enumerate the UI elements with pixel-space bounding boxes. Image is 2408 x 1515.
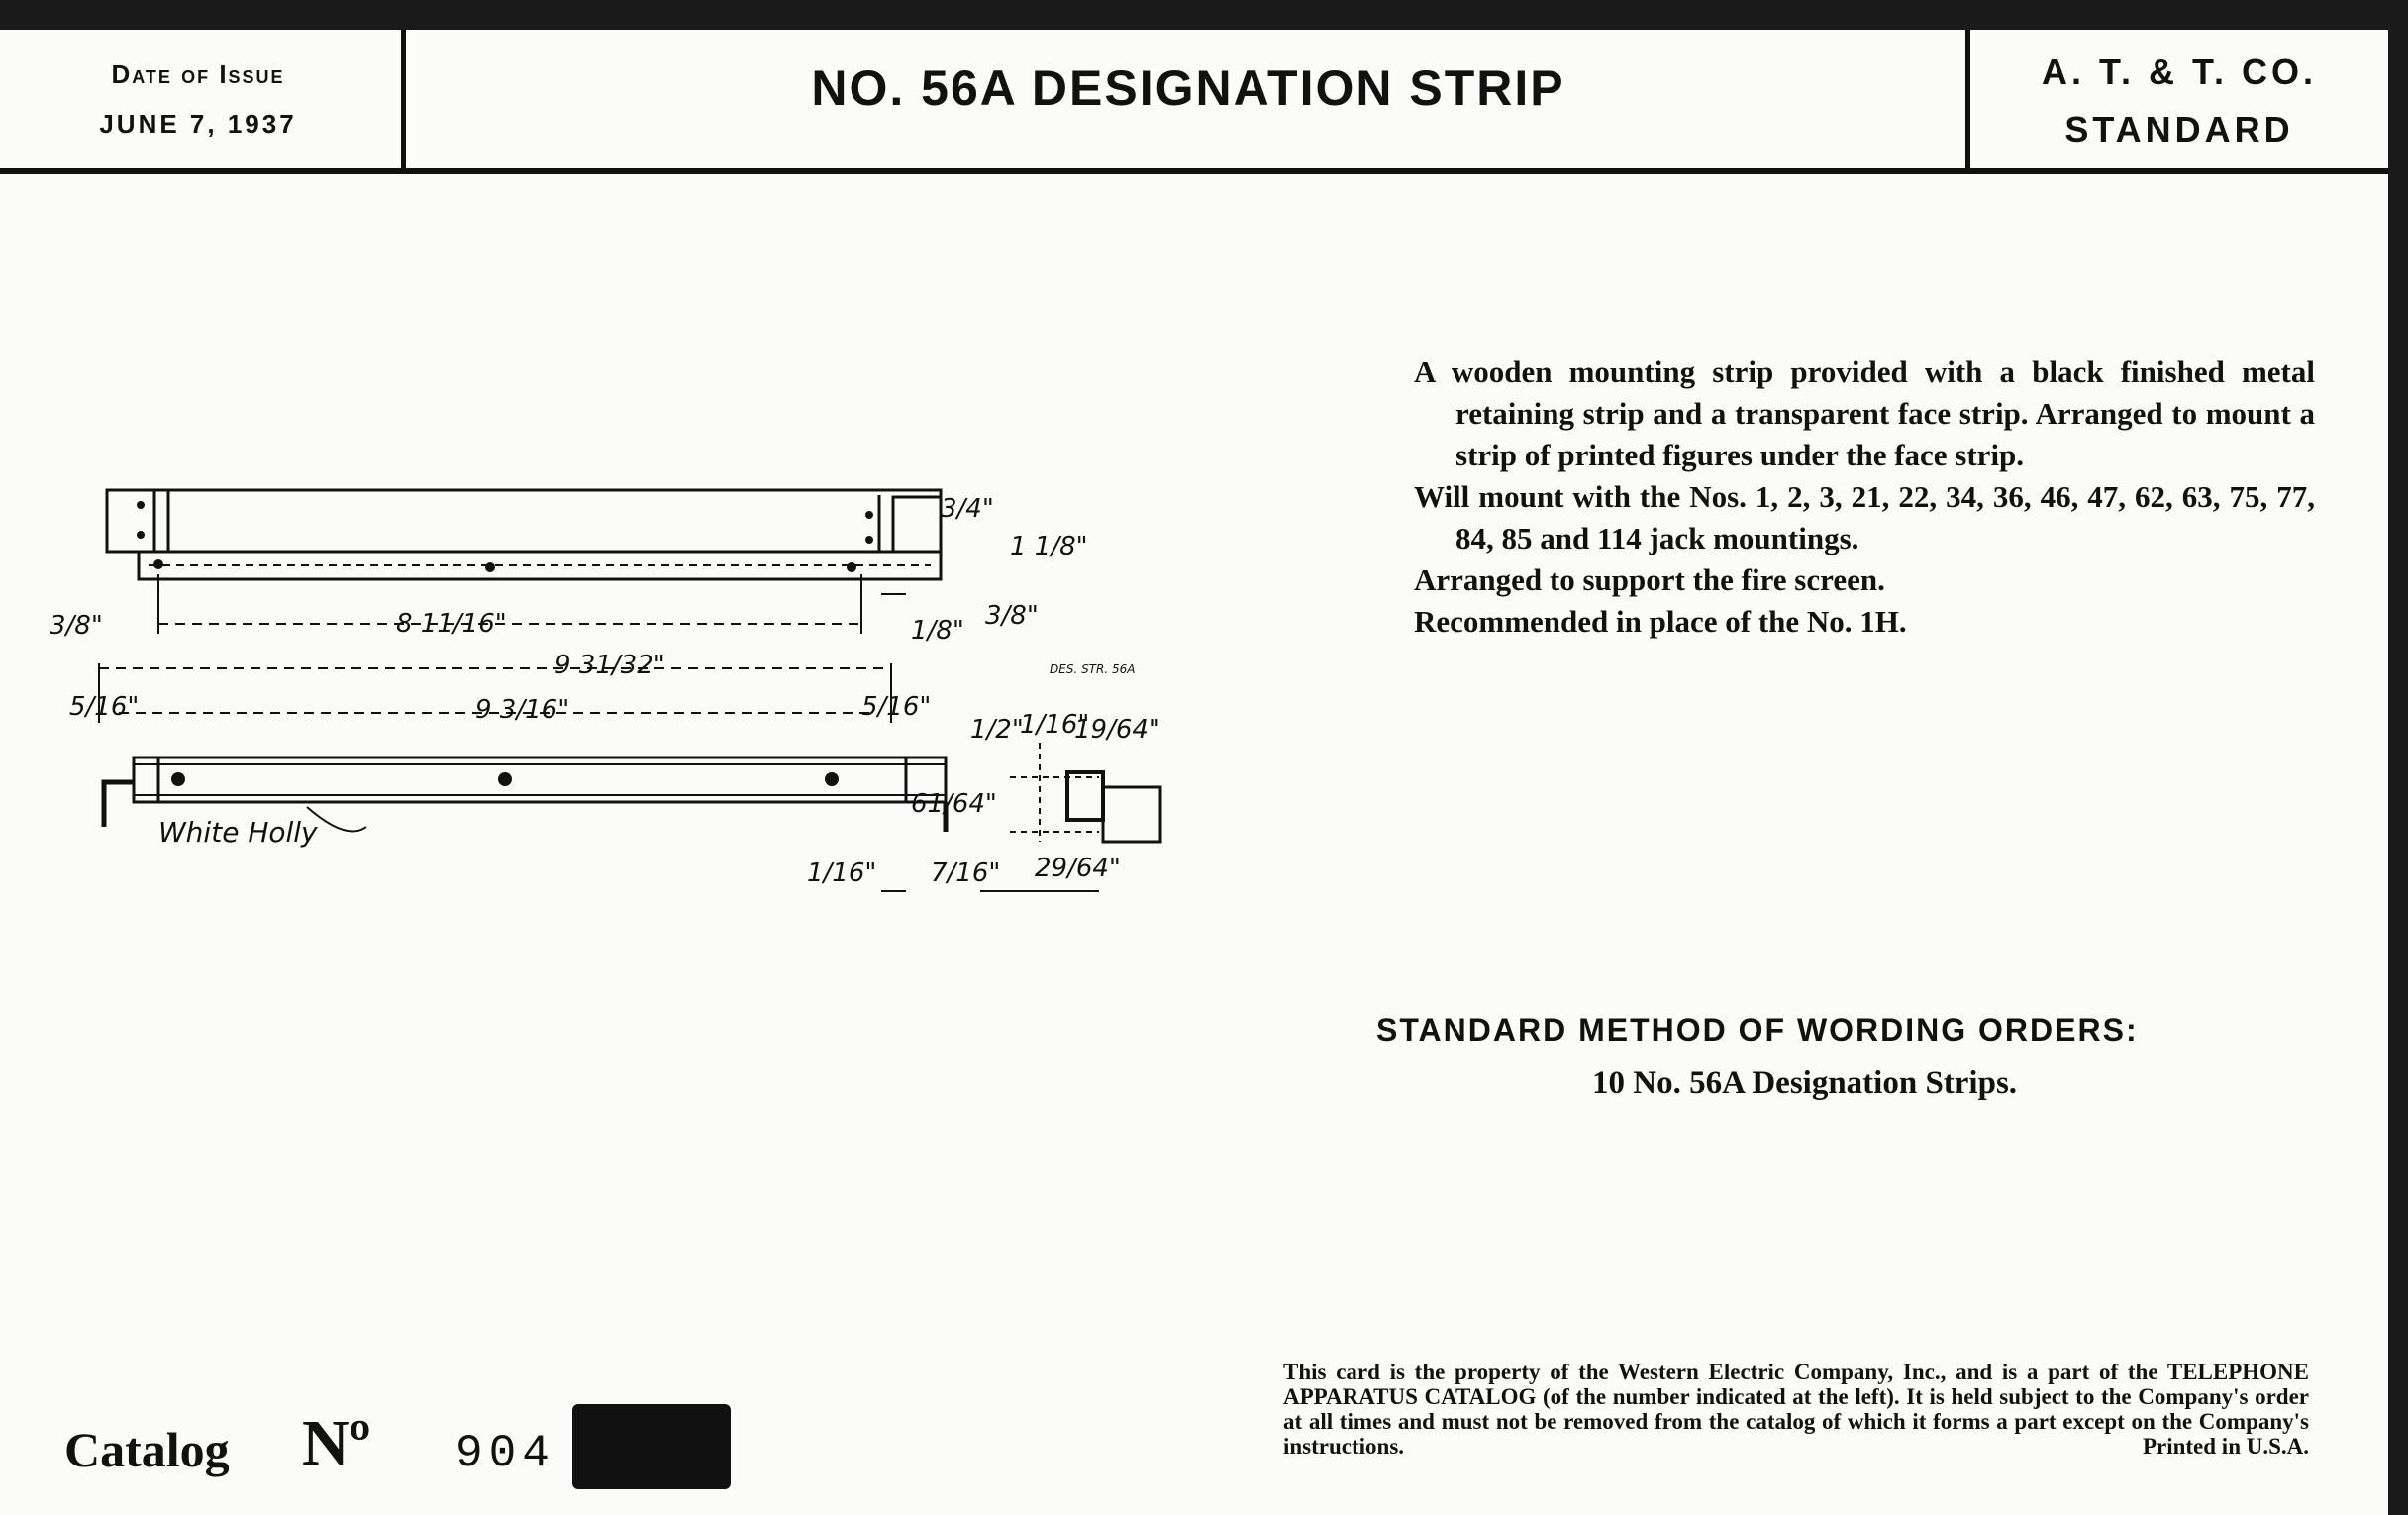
title-cell <box>406 30 1970 168</box>
printed-in: Printed in U.S.A. <box>2142 1434 2309 1459</box>
description-paragraph: Arranged to support the fire screen. <box>1414 562 1885 597</box>
dim-5-16-left: 5/16" <box>69 692 140 722</box>
dim-61-64: 61/64" <box>911 789 997 819</box>
company-standard-line1: A. T. & T. CO. <box>2041 51 2317 92</box>
dim-1-16-top: 1/16" <box>1020 710 1090 740</box>
dim-3-8-right: 3/8" <box>985 601 1039 631</box>
date-of-issue: JUNE 7, 1937 <box>99 109 297 139</box>
dim-9-3-16: 9 3/16" <box>475 695 570 725</box>
dim-1-16-bottom: 1/16" <box>807 858 877 888</box>
dim-1-8: 1/8" <box>911 616 964 646</box>
description-paragraph: Will mount with the Nos. 1, 2, 3, 21, 22, 34, 36, 46, 47, 62, 63, 75, 77, 84, 85 and 114 jack mountings. <box>1414 479 2315 556</box>
dim-3-4: 3/4" <box>941 494 994 524</box>
issue-date-cell <box>0 30 406 168</box>
dim-3-8-left: 3/8" <box>50 611 103 641</box>
dim-8-11-16: 8 11/16" <box>396 609 507 639</box>
strip-top-view <box>107 490 941 552</box>
catalog-number-symbol: Nº <box>302 1407 371 1479</box>
technical-drawing <box>50 426 1198 941</box>
redaction-block <box>572 1404 731 1489</box>
property-notice <box>1283 1360 2309 1459</box>
notice-text: This card is the property of the Western Electric Company, Inc., and is a part of the TELEPHONE APPARATUS CATALOG (of the number indicated at the left). It is held subject to the Company's order at all times and must not be removed from the catalog of which it forms a part except on the Company's instructions. <box>1283 1360 2309 1459</box>
dim-1-1-8: 1 1/8" <box>1010 532 1088 561</box>
right-end-bracket <box>893 497 941 552</box>
dim-7-16: 7/16" <box>931 858 1001 888</box>
dim-29-64: 29/64" <box>1035 854 1121 883</box>
description <box>1414 352 2315 643</box>
ordering-heading: STANDARD METHOD OF WORDING ORDERS: <box>1376 1012 2139 1048</box>
dim-19-64: 19/64" <box>1074 715 1160 745</box>
material-label: White Holly <box>158 816 318 849</box>
drawing-stamp: DES. STR. 56A <box>1050 662 1136 676</box>
cross-section <box>1067 772 1103 820</box>
company-standard-line2: STANDARD <box>2064 109 2294 150</box>
catalog-card <box>0 30 2388 1515</box>
page-title: NO. 56A DESIGNATION STRIP <box>811 60 1565 116</box>
catalog-number: 904 <box>455 1428 555 1479</box>
description-paragraph: Recommended in place of the No. 1H. <box>1414 604 1907 639</box>
date-of-issue-label: Date of Issue <box>111 59 285 89</box>
ordering-example: 10 No. 56A Designation Strips. <box>1592 1065 2018 1101</box>
description-paragraph: A wooden mounting strip provided with a black finished metal retaining strip and a transparent face strip. Arranged to mount a strip of printed figures under the face strip. <box>1414 354 2315 472</box>
catalog-label: Catalog <box>64 1422 230 1477</box>
dim-9-31-32: 9 31/32" <box>554 651 665 680</box>
card-header <box>0 30 2388 174</box>
dim-5-16-right: 5/16" <box>861 692 932 722</box>
standard-cell <box>1970 30 2388 168</box>
left-end-bracket <box>107 490 154 552</box>
dim-1-2: 1/2" <box>970 715 1024 745</box>
